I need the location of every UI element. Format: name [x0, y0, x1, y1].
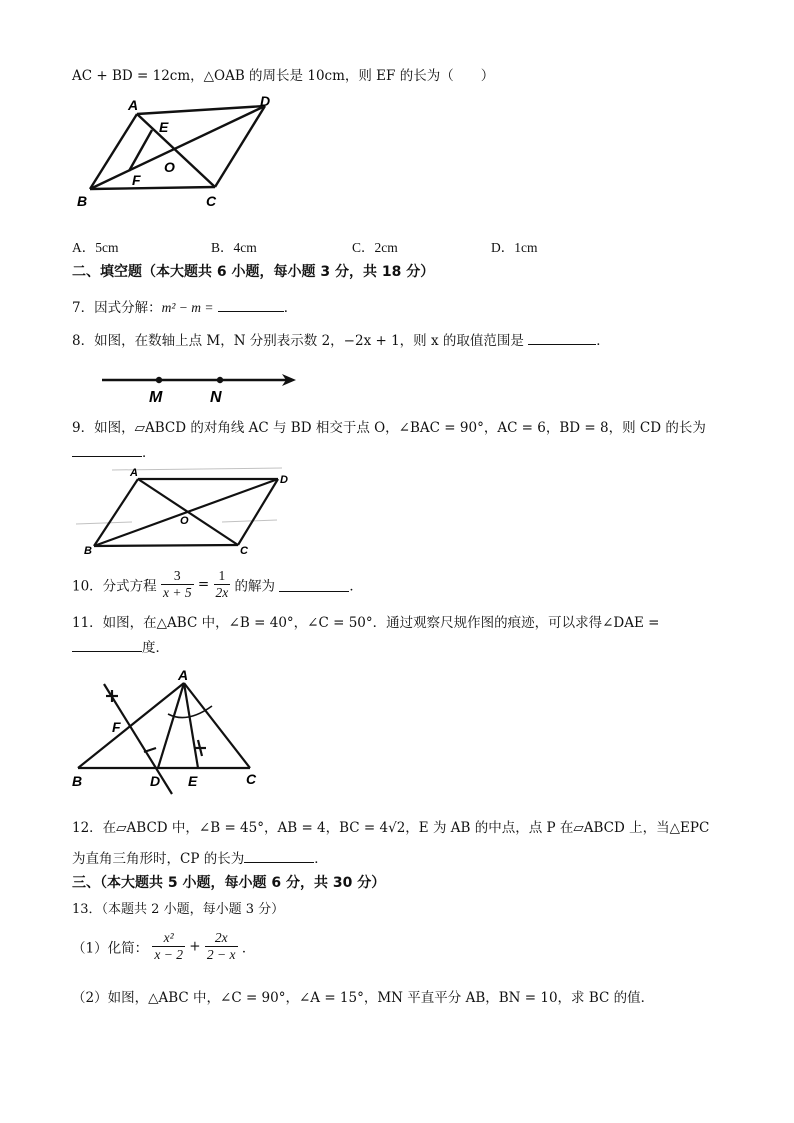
q6-label-d: D [260, 93, 271, 109]
q7-end: ． [283, 300, 298, 316]
q11-edge-ab [78, 683, 184, 768]
q8-label-m: M [149, 389, 163, 406]
q12-end: ． [314, 851, 328, 867]
q6-option-c[interactable]: C．2cm [352, 240, 398, 255]
q13-plus: + [189, 938, 201, 955]
q11-label-e: E [188, 773, 198, 789]
q11-label-c: C [246, 771, 257, 787]
q12-line2 [72, 847, 328, 867]
q6-label-e: E [159, 119, 169, 135]
q11-seg-ad [158, 683, 184, 768]
q11-figure [72, 666, 272, 796]
q9-label-o: O [180, 515, 189, 527]
q9-edge-dc [238, 479, 278, 545]
q10-text-a: 10．分式方程 [72, 578, 157, 595]
q9-label-b: B [84, 545, 92, 557]
q9-end: ． [142, 445, 156, 461]
q11-edge-ac [184, 683, 250, 768]
q11-end: 度． [142, 640, 169, 656]
q6-edge-ad [137, 106, 265, 114]
q9-text: 9．如图，▱ABCD 的对角线 AC 与 BD 相交于点 O，∠BAC = 90°，AC = 6，BD = 8，则 CD 的长为 [72, 420, 706, 436]
q8-number-line [96, 368, 306, 408]
q10-fraction-1: $\frac{3}{x + 5}$ [162, 568, 192, 600]
q6-option-b[interactable]: B．4cm [211, 240, 257, 255]
q12-answer-blank[interactable] [244, 849, 314, 863]
q9-blank-line [72, 441, 156, 461]
q7-math: m² − m = [161, 300, 214, 315]
q11-blank-line [72, 636, 169, 656]
q12-text-2: 为直角三角形时，CP 的长为 [72, 851, 245, 867]
q6-label-c: C [206, 193, 217, 209]
q13-fraction-1: $\frac{\text{x²}}{x - 2}$ [154, 930, 183, 962]
q6-label-a: A [128, 97, 139, 113]
q11-seg-ae [184, 683, 198, 768]
q7 [72, 296, 297, 316]
q13-part1 [72, 930, 255, 963]
q10 [72, 568, 363, 601]
q6-label-o: O [164, 159, 175, 175]
q6-label-f: F [132, 172, 141, 188]
q11-answer-blank[interactable] [72, 638, 142, 652]
q13-intro: 13．（本题共 2 小题，每小题 3 分） [72, 902, 285, 917]
q10-answer-blank[interactable] [279, 578, 349, 592]
q9-edge-bc [94, 545, 238, 546]
section2-title: 二、填空题（本大题共 6 小题，每小题 3 分，共 18 分） [72, 264, 435, 280]
q9-figure [72, 462, 302, 562]
q13-part2: （2）如图，△ABC 中，∠C = 90°，∠A = 15°，MN 平直平分 AB，BN = 10，求 BC 的值． [72, 990, 655, 1006]
q9-label-a: A [130, 467, 138, 479]
q11-label-f: F [112, 719, 121, 735]
q9-answer-blank[interactable] [72, 443, 142, 457]
q8-answer-blank[interactable] [528, 331, 596, 345]
q6-stem: AC + BD = 12cm，△OAB 的周长是 10cm，则 EF 的长为（ ） [72, 68, 495, 84]
q8 [72, 329, 610, 349]
q10-text-b: 的解为 [234, 578, 276, 595]
q10-end: ． [349, 578, 363, 595]
q6-figure [72, 92, 292, 212]
q9-diag-bd [94, 479, 278, 546]
q12-line1: 12．在▱ABCD 中，∠B = 45°，AB = 4，BC = 4√2，E 为 AB 的中点，点 P 在▱ABCD 上，当△EPC [72, 820, 710, 836]
q6-diag-ac [137, 114, 215, 187]
q11-label-a: A [178, 667, 189, 683]
q13-fraction-2: $\frac{2x}{2 - x}$ [206, 930, 236, 962]
q7-answer-blank[interactable] [218, 298, 284, 312]
q8-label-n: N [210, 389, 222, 406]
q11-text: 11．如图，在△ABC 中，∠B = 40°，∠C = 50°．通过观察尺规作图的痕迹，可以求得∠DAE = [72, 615, 660, 631]
q10-fraction-2: $\frac{1}{2x}$ [215, 568, 229, 600]
q10-eq: = [197, 576, 210, 593]
q8-text: 8．如图，在数轴上点 M，N 分别表示数 2，−2x + 1，则 x 的取值范围是 [72, 333, 524, 349]
q11-label-b: B [72, 773, 83, 789]
q13-p1-label: （1）化简： [72, 940, 149, 957]
q6-edge-bc [90, 187, 215, 189]
q9-edge-ab [94, 479, 138, 546]
q8-end: ． [596, 333, 610, 349]
q13-p1-end: ． [241, 940, 256, 957]
q8-point-n [217, 377, 223, 383]
q6-label-b: B [77, 193, 88, 209]
q7-text: 7．因式分解： [72, 300, 162, 316]
q11-label-d: D [150, 773, 161, 789]
q9-label-d: D [280, 474, 288, 486]
q9-label-c: C [240, 545, 248, 557]
q6-option-d[interactable]: D．1cm [491, 240, 538, 255]
section3-title: 三、（本大题共 5 小题，每小题 6 分，共 30 分） [72, 875, 386, 891]
q8-point-m [156, 377, 162, 383]
q6-option-a[interactable]: A．5cm [72, 240, 119, 255]
